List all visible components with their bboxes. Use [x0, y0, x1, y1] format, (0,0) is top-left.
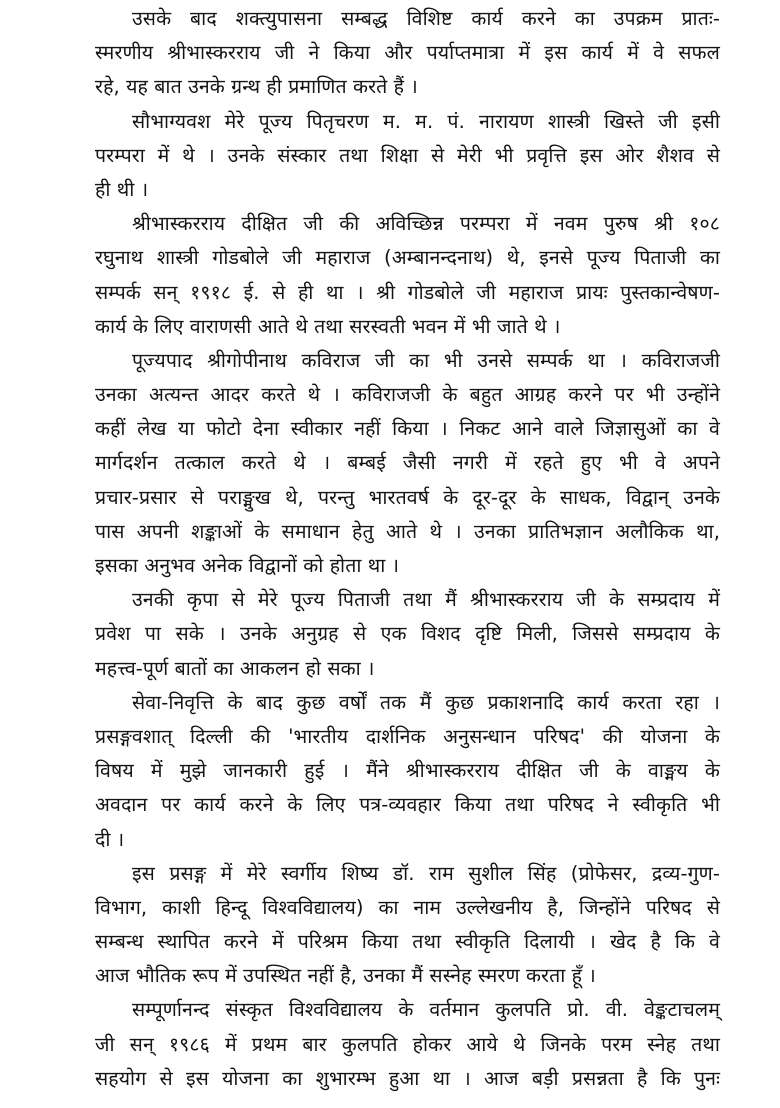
paragraph-4	[58, 344, 720, 583]
text-line: विभाग, काशी हिन्दू विश्वविद्यालय) का नाम उल्लेखनीय है, जिन्होंने परिषद से	[95, 895, 720, 919]
text-line: प्रवेश पा सके । उनके अनुग्रह से एक विशद दृष्टि मिली, जिससे सम्प्रदाय के	[95, 622, 720, 646]
text-line: सेवा-निवृत्ति के बाद कुछ वर्षों तक मैं कुछ प्रकाशनादि कार्य करता रहा ।	[132, 690, 720, 714]
text-line: सम्बन्ध स्थापित करने में परिश्रम किया तथा स्वीकृति दिलायी । खेद है कि वे	[95, 930, 720, 954]
paragraph-7	[58, 857, 720, 994]
text-line: इसका अनुभव अनेक विद्वानों को होता था ।	[95, 554, 400, 577]
text-line: स्मरणीय श्रीभास्करराय जी ने किया और पर्याप्तमात्रा में इस कार्य में वे सफल	[95, 41, 720, 65]
text-line: महत्त्व-पूर्ण बातों का आकलन हो सका ।	[95, 656, 375, 680]
text-line: सौभाग्यवश मेरे पूज्य पितृचरण म. म. पं. नारायण शास्त्री खिस्ते जी इसी	[132, 109, 720, 133]
text-line: परम्परा में थे । उनके संस्कार तथा शिक्षा से मेरी भी प्रवृत्ति इस ओर शैशव से	[95, 143, 720, 167]
text-line: सहयोग से इस योजना का शुभारम्भ हुआ था । आज बड़ी प्रसन्नता है कि पुनः	[95, 1066, 720, 1090]
text-line: मार्गदर्शन तत्काल करते थे । बम्बई जैसी नगरी में रहते हुए भी वे अपने	[95, 451, 720, 475]
paragraph-8	[58, 993, 720, 1096]
paragraph-2	[58, 105, 720, 208]
text-line: पूज्यपाद श्रीगोपीनाथ कविराज जी का भी उनसे सम्पर्क था । कविराजजी	[132, 348, 720, 372]
text-line: उसके बाद शक्त्युपासना सम्बद्ध विशिष्ट कार्य करने का उपक्रम प्रातः-	[132, 7, 720, 30]
text-line: दी ।	[95, 827, 125, 851]
text-line: उनकी कृपा से मेरे पूज्य पिताजी तथा मैं श्रीभास्करराय जी के सम्प्रदाय में	[132, 588, 720, 612]
text-line: इस प्रसङ्ग में मेरे स्वर्गीय शिष्य डॉ. राम सुशील सिंह (प्रोफेसर, द्रव्य-गुण-	[132, 861, 720, 885]
text-line: पास अपनी शङ्काओं के समाधान हेतु आते थे । उनका प्रातिभज्ञान अलौकिक था,	[95, 519, 720, 543]
text-line: ही थी ।	[95, 177, 149, 201]
paragraph-3	[58, 207, 720, 344]
text-line: सम्पर्क सन् १९१८ ई. से ही था । श्री गोडबोले जी महाराज प्रायः पुस्तकान्वेषण-	[95, 280, 720, 304]
text-line: विषय में मुझे जानकारी हुई । मैंने श्रीभास्करराय दीक्षित जी के वाङ्मय के	[95, 759, 720, 783]
text-line: आज भौतिक रूप में उपस्थित नहीं है, उनका मैं सस्नेह स्मरण करता हूँ ।	[95, 964, 596, 988]
text-line: उनका अत्यन्त आदर करते थे । कविराजजी के बहुत आग्रह करने पर भी उन्होंने	[95, 383, 720, 407]
text-line: सम्पूर्णानन्द संस्कृत विश्वविद्यालय के वर्तमान कुलपति प्रो. वी. वेङ्कटाचलम्	[132, 998, 720, 1022]
text-line: जी सन् १९८६ में प्रथम बार कुलपति होकर आये थे जिनके परम स्नेह तथा	[95, 1032, 720, 1056]
text-line: कहीं लेख या फोटो देना स्वीकार नहीं किया । निकट आने वाले जिज्ञासुओं का वे	[95, 417, 720, 441]
text-line: रघुनाथ शास्त्री गोडबोले जी महाराज (अम्बानन्दनाथ) थे, इनसे पूज्य पिताजी का	[95, 246, 720, 270]
paragraph-1	[58, 2, 720, 105]
document-page	[58, 2, 720, 1096]
text-line: प्रसङ्गवशात् दिल्ली की 'भारतीय दार्शनिक अनुसन्धान परिषद' की योजना के	[95, 724, 720, 748]
text-line: प्रचार-प्रसार से पराङ्मुख थे, परन्तु भारतवर्ष के दूर-दूर के साधक, विद्वान् उनके	[95, 485, 720, 509]
text-line: श्रीभास्करराय दीक्षित जी की अविच्छिन्न परम्परा में नवम पुरुष श्री १०८	[132, 212, 720, 236]
text-line: रहे, यह बात उनके ग्रन्थ ही प्रमाणित करते हैं ।	[95, 75, 418, 99]
text-line: अवदान पर कार्य करने के लिए पत्र-व्यवहार किया तथा परिषद ने स्वीकृति भी	[95, 793, 720, 817]
paragraph-6	[58, 686, 720, 857]
text-line: कार्य के लिए वाराणसी आते थे तथा सरस्वती भवन में भी जाते थे ।	[95, 314, 561, 338]
paragraph-5	[58, 583, 720, 686]
